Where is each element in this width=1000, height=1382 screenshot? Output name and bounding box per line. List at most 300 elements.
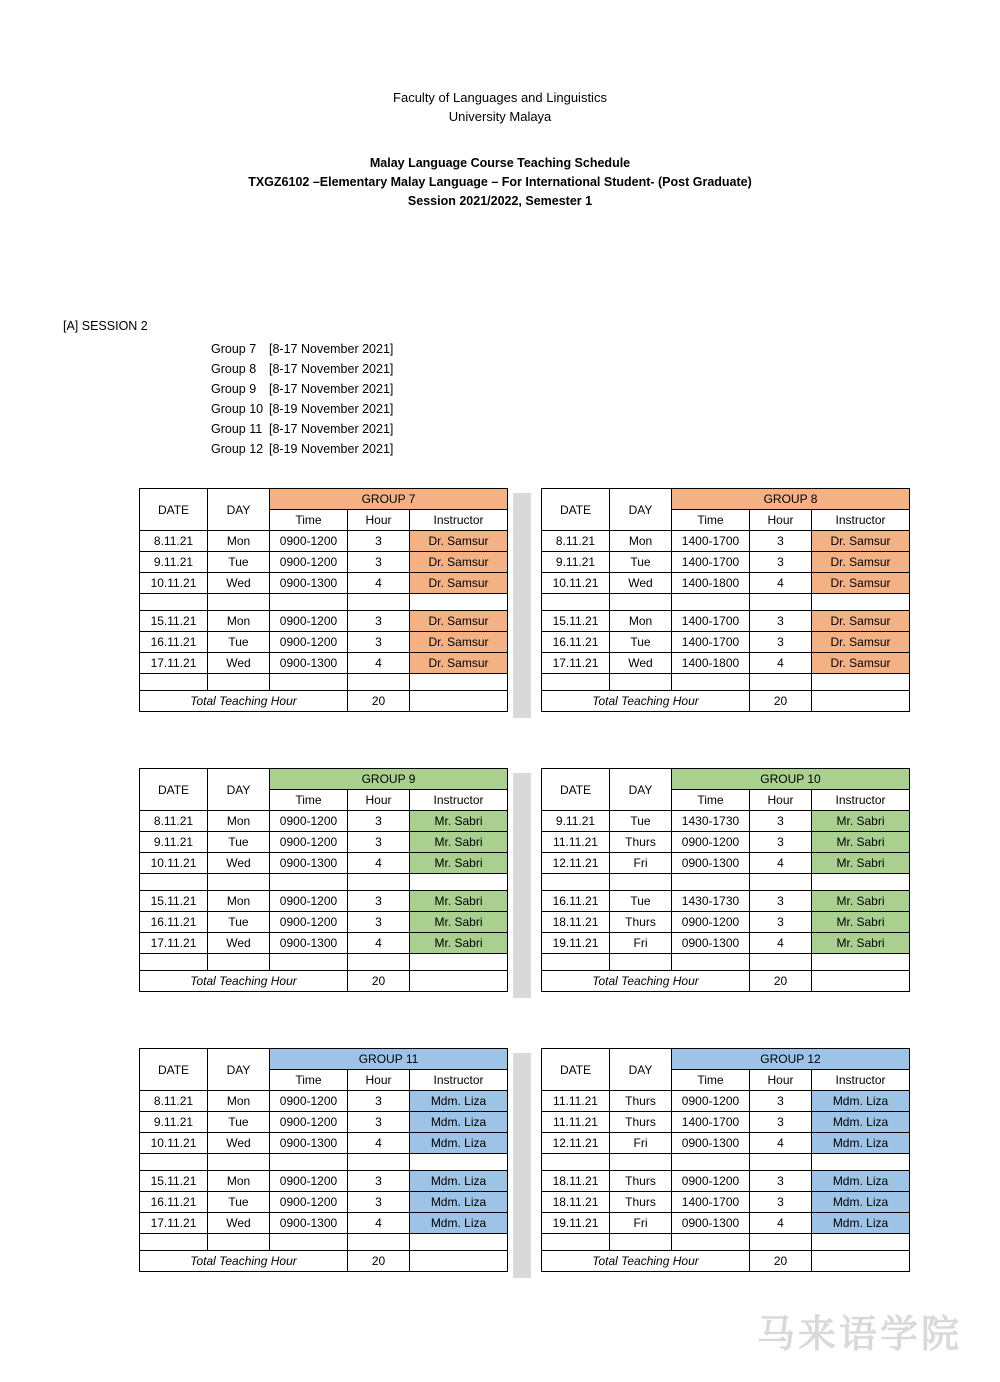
spacer-cell: [348, 1154, 410, 1171]
cell-hour: 3: [348, 552, 410, 573]
cell-day: Tue: [610, 552, 672, 573]
table-row: [140, 1213, 508, 1234]
header-date: DATE: [542, 1049, 610, 1091]
cell-instructor: Dr. Samsur: [812, 653, 910, 674]
cell-date: 17.11.21: [140, 933, 208, 954]
cell-date: 16.11.21: [542, 632, 610, 653]
list-item: [211, 419, 393, 439]
cell-time: 0900-1200: [270, 1171, 348, 1192]
cell-hour: 3: [750, 811, 812, 832]
cell-time: 0900-1200: [270, 611, 348, 632]
cell-hour: 4: [750, 653, 812, 674]
cell-day: Tue: [610, 811, 672, 832]
cell-hour: 3: [750, 891, 812, 912]
table-row: [542, 853, 910, 874]
table-header-row: [542, 489, 910, 510]
cell-date: 17.11.21: [542, 653, 610, 674]
cell-instructor: Mdm. Liza: [410, 1192, 508, 1213]
cell-instructor: Mdm. Liza: [812, 1133, 910, 1154]
spacer-cell: [270, 1234, 348, 1251]
cell-date: 16.11.21: [140, 1192, 208, 1213]
cell-date: 15.11.21: [140, 611, 208, 632]
table-row: [140, 811, 508, 832]
table-spacer-row: [140, 874, 508, 891]
table-row: [140, 912, 508, 933]
table-row: [542, 653, 910, 674]
group-name: Group 12: [211, 442, 264, 456]
table-row: [140, 1112, 508, 1133]
group-date-range: [8-17 November 2021]: [269, 362, 394, 376]
header-instructor: Instructor: [410, 1070, 508, 1091]
total-empty: [410, 691, 508, 712]
cell-hour: 4: [348, 653, 410, 674]
group-date-range: [8-17 November 2021]: [269, 422, 394, 436]
spacer-cell: [542, 594, 610, 611]
header-hour: Hour: [348, 790, 410, 811]
faculty-name: Faculty of Languages and Linguistics: [393, 90, 607, 105]
spacer-cell: [208, 1234, 270, 1251]
header-day: DAY: [208, 769, 270, 811]
cell-day: Tue: [610, 891, 672, 912]
cell-date: 10.11.21: [140, 853, 208, 874]
cell-date: 9.11.21: [542, 811, 610, 832]
cell-day: Fri: [610, 933, 672, 954]
spacer-cell: [542, 1154, 610, 1171]
cell-date: 17.11.21: [140, 653, 208, 674]
table-row: [140, 1091, 508, 1112]
table-spacer-row: [542, 1154, 910, 1171]
spacer-cell: [542, 674, 610, 691]
table-row: [542, 933, 910, 954]
header-instructor: Instructor: [812, 790, 910, 811]
cell-instructor: Mr. Sabri: [812, 891, 910, 912]
cell-day: Fri: [610, 853, 672, 874]
spacer-cell: [610, 1234, 672, 1251]
group-title: GROUP 12: [672, 1049, 910, 1070]
spacer-cell: [542, 954, 610, 971]
cell-time: 1400-1700: [672, 552, 750, 573]
cell-date: 11.11.21: [542, 1112, 610, 1133]
cell-date: 15.11.21: [140, 1171, 208, 1192]
table-row: [140, 531, 508, 552]
cell-day: Thurs: [610, 1192, 672, 1213]
cell-time: 0900-1200: [270, 912, 348, 933]
cell-instructor: Dr. Samsur: [410, 632, 508, 653]
cell-instructor: Dr. Samsur: [410, 611, 508, 632]
header-date: DATE: [542, 489, 610, 531]
column-divider: [513, 493, 531, 718]
schedule-table-group-7: [139, 488, 508, 712]
cell-instructor: Dr. Samsur: [812, 632, 910, 653]
table-row: [542, 912, 910, 933]
total-row: [140, 691, 508, 712]
table-row: [542, 1112, 910, 1133]
cell-day: Mon: [208, 1091, 270, 1112]
table-row: [542, 1133, 910, 1154]
cell-instructor: Mr. Sabri: [410, 933, 508, 954]
cell-instructor: Mr. Sabri: [812, 853, 910, 874]
cell-date: 8.11.21: [140, 811, 208, 832]
cell-time: 0900-1300: [270, 573, 348, 594]
table-spacer-row: [140, 1154, 508, 1171]
cell-date: 12.11.21: [542, 1133, 610, 1154]
table-row: [140, 632, 508, 653]
document-title: [0, 154, 1000, 211]
table-row: [542, 611, 910, 632]
cell-instructor: Mdm. Liza: [812, 1192, 910, 1213]
cell-instructor: Dr. Samsur: [812, 573, 910, 594]
schedule-table-group-11: [139, 1048, 508, 1272]
cell-day: Tue: [208, 912, 270, 933]
list-item: [211, 359, 393, 379]
cell-day: Wed: [208, 933, 270, 954]
total-label: Total Teaching Hour: [140, 691, 348, 712]
spacer-cell: [812, 954, 910, 971]
cell-time: 0900-1200: [270, 1112, 348, 1133]
cell-day: Wed: [208, 853, 270, 874]
total-hours: 20: [750, 1251, 812, 1272]
cell-instructor: Mdm. Liza: [410, 1112, 508, 1133]
cell-date: 10.11.21: [140, 1133, 208, 1154]
cell-instructor: Mdm. Liza: [812, 1091, 910, 1112]
header-instructor: Instructor: [812, 510, 910, 531]
total-hours: 20: [348, 1251, 410, 1272]
group-title: GROUP 10: [672, 769, 910, 790]
spacer-cell: [270, 874, 348, 891]
cell-time: 0900-1200: [672, 1091, 750, 1112]
header-hour: Hour: [750, 1070, 812, 1091]
cell-hour: 3: [750, 552, 812, 573]
cell-time: 0900-1300: [672, 933, 750, 954]
table-row: [140, 1171, 508, 1192]
cell-instructor: Dr. Samsur: [812, 531, 910, 552]
cell-day: Wed: [610, 573, 672, 594]
header-time: Time: [672, 510, 750, 531]
spacer-cell: [812, 874, 910, 891]
cell-hour: 3: [750, 1192, 812, 1213]
spacer-cell: [750, 874, 812, 891]
spacer-cell: [140, 674, 208, 691]
cell-date: 11.11.21: [542, 1091, 610, 1112]
table-spacer-row: [140, 1234, 508, 1251]
table-row: [542, 1213, 910, 1234]
spacer-cell: [750, 594, 812, 611]
list-item: [211, 379, 393, 399]
cell-hour: 3: [750, 832, 812, 853]
spacer-cell: [140, 954, 208, 971]
spacer-cell: [812, 1154, 910, 1171]
spacer-cell: [270, 1154, 348, 1171]
total-row: [542, 691, 910, 712]
cell-date: 8.11.21: [140, 531, 208, 552]
spacer-cell: [610, 1154, 672, 1171]
cell-time: 0900-1300: [270, 653, 348, 674]
cell-instructor: Dr. Samsur: [410, 552, 508, 573]
header-time: Time: [672, 790, 750, 811]
group-date-range: [8-19 November 2021]: [269, 442, 394, 456]
spacer-cell: [672, 954, 750, 971]
table-row: [542, 891, 910, 912]
spacer-cell: [672, 674, 750, 691]
header-hour: Hour: [750, 790, 812, 811]
cell-hour: 4: [348, 853, 410, 874]
cell-hour: 4: [348, 1133, 410, 1154]
cell-hour: 3: [750, 912, 812, 933]
spacer-cell: [348, 1234, 410, 1251]
schedule-tables: [0, 488, 1000, 1328]
cell-hour: 4: [348, 1213, 410, 1234]
table-row: [140, 933, 508, 954]
cell-day: Thurs: [610, 1091, 672, 1112]
table-row: [542, 1192, 910, 1213]
header-day: DAY: [208, 1049, 270, 1091]
cell-day: Mon: [208, 891, 270, 912]
total-label: Total Teaching Hour: [542, 971, 750, 992]
cell-day: Mon: [610, 531, 672, 552]
cell-hour: 4: [750, 1213, 812, 1234]
cell-time: 0900-1200: [270, 1192, 348, 1213]
table-header-row: [542, 769, 910, 790]
total-hours: 20: [348, 971, 410, 992]
table-row: [140, 891, 508, 912]
cell-date: 16.11.21: [140, 632, 208, 653]
university-name: University Malaya: [448, 109, 552, 124]
spacer-cell: [812, 1234, 910, 1251]
table-row: [542, 573, 910, 594]
spacer-cell: [672, 874, 750, 891]
group-date-range: [8-17 November 2021]: [269, 382, 394, 396]
header-hour: Hour: [348, 1070, 410, 1091]
cell-day: Tue: [208, 632, 270, 653]
spacer-cell: [750, 674, 812, 691]
spacer-cell: [410, 874, 508, 891]
spacer-cell: [410, 1154, 508, 1171]
group-name: Group 11: [211, 422, 263, 436]
cell-hour: 3: [750, 1171, 812, 1192]
cell-hour: 3: [348, 632, 410, 653]
cell-day: Mon: [208, 611, 270, 632]
spacer-cell: [348, 594, 410, 611]
total-empty: [812, 971, 910, 992]
total-label: Total Teaching Hour: [542, 1251, 750, 1272]
cell-time: 1430-1730: [672, 811, 750, 832]
cell-instructor: Mdm. Liza: [812, 1213, 910, 1234]
cell-instructor: Mdm. Liza: [410, 1133, 508, 1154]
cell-hour: 4: [750, 573, 812, 594]
cell-hour: 3: [348, 1091, 410, 1112]
table-row-block-2: [0, 768, 1000, 1048]
cell-time: 0900-1200: [270, 811, 348, 832]
list-item: [211, 399, 393, 419]
watermark: 马来语学院: [756, 1312, 962, 1356]
cell-time: 0900-1200: [672, 1171, 750, 1192]
table-row: [140, 653, 508, 674]
spacer-cell: [270, 954, 348, 971]
title-line-1: Malay Language Course Teaching Schedule: [369, 156, 631, 170]
cell-day: Tue: [208, 832, 270, 853]
total-row: [140, 1251, 508, 1272]
spacer-cell: [410, 1234, 508, 1251]
spacer-cell: [542, 1234, 610, 1251]
title-line-2: TXGZ6102 –Elementary Malay Language – For International Student- (Post Graduate): [248, 175, 752, 189]
cell-date: 10.11.21: [542, 573, 610, 594]
cell-date: 16.11.21: [542, 891, 610, 912]
cell-date: 19.11.21: [542, 1213, 610, 1234]
table-spacer-row: [140, 954, 508, 971]
table-header-row: [140, 1049, 508, 1070]
cell-date: 18.11.21: [542, 1171, 610, 1192]
table-spacer-row: [542, 594, 910, 611]
header-date: DATE: [140, 1049, 208, 1091]
table-spacer-row: [542, 1234, 910, 1251]
table-row: [542, 531, 910, 552]
spacer-cell: [140, 874, 208, 891]
cell-day: Mon: [610, 611, 672, 632]
table-row: [140, 573, 508, 594]
cell-hour: 3: [750, 632, 812, 653]
cell-hour: 3: [750, 1112, 812, 1133]
cell-instructor: Dr. Samsur: [410, 531, 508, 552]
header-time: Time: [270, 1070, 348, 1091]
cell-time: 0900-1300: [672, 1133, 750, 1154]
header-hour: Hour: [750, 510, 812, 531]
group-name: Group 8: [211, 362, 257, 376]
total-row: [542, 1251, 910, 1272]
header-time: Time: [270, 510, 348, 531]
cell-instructor: Mdm. Liza: [812, 1112, 910, 1133]
total-label: Total Teaching Hour: [140, 971, 348, 992]
cell-instructor: Mr. Sabri: [410, 912, 508, 933]
header-date: DATE: [542, 769, 610, 811]
cell-hour: 3: [750, 611, 812, 632]
cell-time: 0900-1300: [672, 1213, 750, 1234]
header-day: DAY: [610, 489, 672, 531]
group-name: Group 10: [211, 402, 264, 416]
cell-instructor: Mdm. Liza: [410, 1213, 508, 1234]
total-empty: [812, 691, 910, 712]
table-row: [542, 832, 910, 853]
header-time: Time: [270, 790, 348, 811]
cell-time: 0900-1300: [270, 933, 348, 954]
total-empty: [410, 971, 508, 992]
cell-hour: 3: [348, 611, 410, 632]
table-row: [140, 1133, 508, 1154]
spacer-cell: [812, 594, 910, 611]
header-date: DATE: [140, 769, 208, 811]
total-hours: 20: [750, 971, 812, 992]
table-spacer-row: [542, 674, 910, 691]
total-label: Total Teaching Hour: [140, 1251, 348, 1272]
cell-hour: 3: [348, 811, 410, 832]
cell-instructor: Mdm. Liza: [410, 1091, 508, 1112]
table-row: [542, 632, 910, 653]
cell-day: Thurs: [610, 832, 672, 853]
cell-day: Thurs: [610, 912, 672, 933]
header-date: DATE: [140, 489, 208, 531]
table-header-row: [140, 489, 508, 510]
spacer-cell: [610, 594, 672, 611]
cell-time: 1430-1730: [672, 891, 750, 912]
schedule-table-group-10: [541, 768, 910, 992]
cell-hour: 4: [750, 1133, 812, 1154]
group-title: GROUP 8: [672, 489, 910, 510]
group-date-list: [211, 339, 393, 459]
table-row-block-3: [0, 1048, 1000, 1328]
cell-time: 0900-1300: [270, 1133, 348, 1154]
cell-instructor: Mr. Sabri: [410, 853, 508, 874]
cell-date: 11.11.21: [542, 832, 610, 853]
cell-day: Mon: [208, 811, 270, 832]
spacer-cell: [410, 674, 508, 691]
spacer-cell: [270, 674, 348, 691]
spacer-cell: [410, 954, 508, 971]
cell-instructor: Mr. Sabri: [812, 912, 910, 933]
cell-time: 0900-1200: [270, 1091, 348, 1112]
cell-time: 0900-1200: [270, 832, 348, 853]
cell-date: 9.11.21: [140, 1112, 208, 1133]
header-instructor: Instructor: [410, 510, 508, 531]
cell-time: 1400-1700: [672, 611, 750, 632]
cell-hour: 3: [348, 1192, 410, 1213]
group-name: Group 7: [211, 342, 257, 356]
cell-date: 9.11.21: [542, 552, 610, 573]
cell-time: 1400-1700: [672, 1192, 750, 1213]
cell-time: 0900-1200: [270, 632, 348, 653]
cell-date: 18.11.21: [542, 1192, 610, 1213]
group-name: Group 9: [211, 382, 257, 396]
cell-hour: 4: [348, 573, 410, 594]
cell-instructor: Mdm. Liza: [410, 1171, 508, 1192]
cell-instructor: Dr. Samsur: [410, 573, 508, 594]
header-time: Time: [672, 1070, 750, 1091]
cell-hour: 4: [348, 933, 410, 954]
cell-time: 0900-1200: [270, 891, 348, 912]
cell-time: 0900-1200: [270, 531, 348, 552]
cell-date: 18.11.21: [542, 912, 610, 933]
spacer-cell: [348, 874, 410, 891]
cell-day: Mon: [208, 531, 270, 552]
cell-hour: 3: [348, 1171, 410, 1192]
header-instructor: Instructor: [410, 790, 508, 811]
table-header-row: [542, 1049, 910, 1070]
group-title: GROUP 11: [270, 1049, 508, 1070]
table-spacer-row: [140, 594, 508, 611]
cell-date: 8.11.21: [542, 531, 610, 552]
header-day: DAY: [208, 489, 270, 531]
spacer-cell: [542, 874, 610, 891]
column-divider: [513, 1053, 531, 1278]
cell-instructor: Mr. Sabri: [812, 933, 910, 954]
spacer-cell: [672, 1234, 750, 1251]
total-row: [140, 971, 508, 992]
header-day: DAY: [610, 769, 672, 811]
cell-date: 19.11.21: [542, 933, 610, 954]
cell-day: Wed: [208, 1133, 270, 1154]
cell-date: 9.11.21: [140, 552, 208, 573]
cell-hour: 4: [750, 853, 812, 874]
spacer-cell: [140, 594, 208, 611]
spacer-cell: [750, 1234, 812, 1251]
table-row: [140, 853, 508, 874]
cell-date: 12.11.21: [542, 853, 610, 874]
cell-date: 10.11.21: [140, 573, 208, 594]
cell-instructor: Dr. Samsur: [410, 653, 508, 674]
cell-date: 15.11.21: [542, 611, 610, 632]
cell-date: 8.11.21: [140, 1091, 208, 1112]
list-item: [211, 339, 393, 359]
cell-instructor: Mdm. Liza: [812, 1171, 910, 1192]
spacer-cell: [208, 954, 270, 971]
